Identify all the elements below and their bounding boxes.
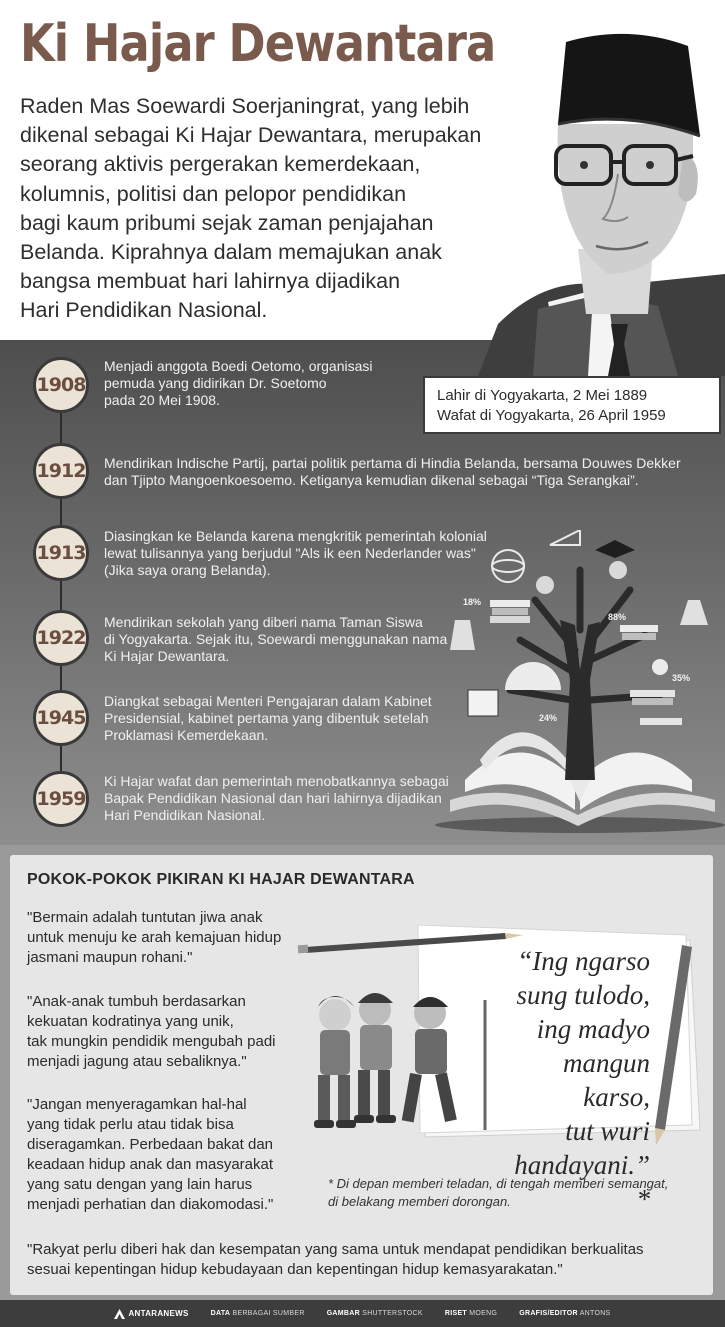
- credit-editor: GRAFIS/EDITOR ANTONS: [519, 1310, 611, 1317]
- year-badge-1945: 1945: [33, 690, 89, 746]
- thoughts-heading: POKOK-POKOK PIKIRAN KI HAJAR DEWANTARA: [27, 871, 415, 888]
- knowledge-tree-illustration: [430, 530, 725, 835]
- bio-box: Lahir di Yogyakarta, 2 Mei 1889 Wafat di Yogyakarta, 26 April 1959: [423, 376, 721, 434]
- quote-3: "Jangan menyeragamkan hal-hal yang tidak perlu atau tidak bisa diseragamkan. Perbedaan bakat dan keadaan hidup anak dan masyarakat yang satu dengan yang lain harus menjadi perhatian dan diakomodasi.": [27, 1096, 274, 1213]
- timeline-entry-1922: Mendirikan sekolah yang diberi nama Taman Siswa di Yogyakarta. Sejak itu, Soewardi menggunakan nama Ki Hajar Dewantara.: [104, 614, 448, 664]
- timeline-entry-1945: Diangkat sebagai Menteri Pengajaran dalam Kabinet Presidensial, kabinet pertama yang dibentuk setelah Proklamasi Kemerdekaan.: [104, 693, 432, 743]
- quote-1: "Bermain adalah tuntutan jiwa anak untuk menuju ke arah kemajuan hidup jasmani maupun rohani.": [27, 909, 282, 966]
- portrait-illustration: [478, 24, 725, 376]
- credit-data: DATA BERBAGAI SUMBER: [210, 1310, 305, 1317]
- timeline-entry-1959: Ki Hajar wafat dan pemerintah menobatkannya sebagai Bapak Pendidikan Nasional dan hari lahirnya dijadikan Hari Pendidikan Nasional.: [104, 773, 449, 823]
- timeline-entry-1913: Diasingkan ke Belanda karena mengkritik pemerintah kolonial lewat tulisannya yang berjudul "Als ik een Nederlander was" (Jika saya orang Belanda).: [104, 528, 487, 578]
- label-35: 35%: [672, 673, 691, 683]
- timeline-entry-1912: Mendirikan Indische Partij, partai politik pertama di Hindia Belanda, bersama Douwes Dekker dan Tjipto Mangoenkoesoemo. Ketiganya kemudian dikenal sebagai “Tiga Serangkai”.: [104, 455, 681, 488]
- timeline-entry-1908: Menjadi anggota Boedi Oetomo, organisasi pemuda yang didirikan Dr. Soetomo pada 20 Mei 1908.: [104, 358, 373, 408]
- credit-image: GAMBAR SHUTTERSTOCK: [326, 1310, 423, 1317]
- footer-credits: [0, 1300, 725, 1327]
- year-badge-1912: 1912: [33, 443, 89, 499]
- label-24: 24%: [539, 713, 558, 723]
- page-title: Ki Hajar Dewantara: [20, 14, 496, 74]
- year-badge-1959: 1959: [33, 771, 89, 827]
- label-88: 88%: [608, 612, 627, 622]
- motto-footnote: * Di depan memberi teladan, di tengah memberi semangat, di belakang memberi dorongan.: [328, 1176, 669, 1209]
- quote-2: "Anak-anak tumbuh berdasarkan kekuatan kodratinya yang unik, tak mungkin pendidik mengubah padi menjadi jagung atau sebaliknya.": [27, 993, 276, 1070]
- year-badge-1908: 1908: [33, 357, 89, 413]
- year-badge-1922: 1922: [33, 610, 89, 666]
- antaranews-logo: ANTARANEWS: [114, 1309, 188, 1319]
- antara-logo-icon: [114, 1309, 125, 1319]
- year-badge-1913: 1913: [33, 525, 89, 581]
- motto-quote: “Ing ngarso sung tulodo, ing madyo mangun karso, tut wuri handayani.” *: [514, 946, 650, 1214]
- credit-research: RISET MOENG: [444, 1310, 498, 1317]
- label-18: 18%: [463, 597, 482, 607]
- quote-4: "Rakyat perlu diberi hak dan kesempatan yang sama untuk mendapat pendidikan berkualitas sesuai kepentingan hidup kebudayaan dan kepentingan hidup kemasyarakatan.": [27, 1241, 644, 1278]
- intro-paragraph: Raden Mas Soewardi Soerjaningrat, yang lebih dikenal sebagai Ki Hajar Dewantara, merupakan seorang aktivis pergerakan kemerdekaan, kolumnis, politisi dan pelopor pendidikan bagi kaum pribumi sejak zaman penjajahan Belanda. Kiprahnya dalam memajukan anak bangsa membuat hari lahirnya dijadikan Hari Pendidikan Nasional.: [20, 94, 482, 323]
